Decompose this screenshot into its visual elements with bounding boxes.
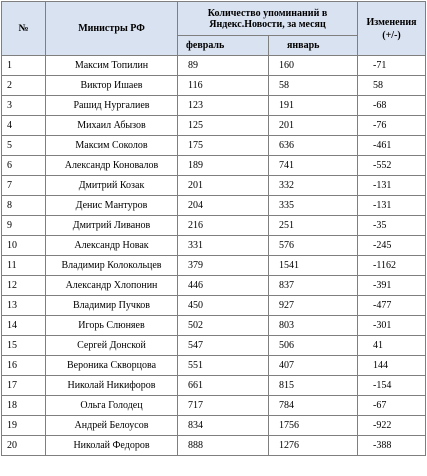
table-row — [2, 56, 426, 76]
table-row — [2, 156, 426, 176]
row-number: 8 — [2, 196, 46, 216]
minister-name: Владимир Пучков — [46, 296, 178, 316]
header-mentions: Количество упоминаний в Яндекс.Новости, за месяц — [178, 2, 358, 36]
change-value: -35 — [358, 216, 426, 236]
february-count: 123 — [178, 96, 269, 116]
change-value: -552 — [358, 156, 426, 176]
february-count: 201 — [178, 176, 269, 196]
row-number: 16 — [2, 356, 46, 376]
table-row — [2, 296, 426, 316]
table-row — [2, 256, 426, 276]
change-value: -922 — [358, 416, 426, 436]
table-row — [2, 336, 426, 356]
row-number: 11 — [2, 256, 46, 276]
january-count: 332 — [269, 176, 358, 196]
table-row — [2, 216, 426, 236]
february-count: 331 — [178, 236, 269, 256]
row-number: 17 — [2, 376, 46, 396]
change-value: -245 — [358, 236, 426, 256]
minister-name: Александр Новак — [46, 236, 178, 256]
january-count: 741 — [269, 156, 358, 176]
minister-name: Владимир Колокольцев — [46, 256, 178, 276]
header-january: январь — [269, 36, 358, 56]
february-count: 446 — [178, 276, 269, 296]
ministers-mentions-table — [1, 1, 426, 456]
minister-name: Вероника Скворцова — [46, 356, 178, 376]
february-count: 502 — [178, 316, 269, 336]
january-count: 191 — [269, 96, 358, 116]
row-number: 1 — [2, 56, 46, 76]
january-count: 1541 — [269, 256, 358, 276]
change-value: -461 — [358, 136, 426, 156]
change-value: -71 — [358, 56, 426, 76]
january-count: 58 — [269, 76, 358, 96]
january-count: 815 — [269, 376, 358, 396]
change-value: -67 — [358, 396, 426, 416]
row-number: 13 — [2, 296, 46, 316]
table-row — [2, 436, 426, 456]
change-value: 41 — [358, 336, 426, 356]
change-value: -391 — [358, 276, 426, 296]
change-value: -68 — [358, 96, 426, 116]
minister-name: Андрей Белоусов — [46, 416, 178, 436]
minister-name: Максим Топилин — [46, 56, 178, 76]
change-value: -76 — [358, 116, 426, 136]
minister-name: Сергей Донской — [46, 336, 178, 356]
january-count: 335 — [269, 196, 358, 216]
minister-name: Александр Хлопонин — [46, 276, 178, 296]
row-number: 2 — [2, 76, 46, 96]
minister-name: Михаил Абызов — [46, 116, 178, 136]
february-count: 189 — [178, 156, 269, 176]
february-count: 216 — [178, 216, 269, 236]
row-number: 4 — [2, 116, 46, 136]
january-count: 576 — [269, 236, 358, 256]
change-value: 58 — [358, 76, 426, 96]
table-row — [2, 96, 426, 116]
row-number: 10 — [2, 236, 46, 256]
january-count: 927 — [269, 296, 358, 316]
table-row — [2, 176, 426, 196]
table-row — [2, 376, 426, 396]
header-february: февраль — [178, 36, 269, 56]
february-count: 661 — [178, 376, 269, 396]
change-value: -131 — [358, 196, 426, 216]
row-number: 12 — [2, 276, 46, 296]
row-number: 14 — [2, 316, 46, 336]
change-value: -301 — [358, 316, 426, 336]
row-number: 3 — [2, 96, 46, 116]
minister-name: Игорь Слюняев — [46, 316, 178, 336]
january-count: 837 — [269, 276, 358, 296]
change-value: -1162 — [358, 256, 426, 276]
february-count: 888 — [178, 436, 269, 456]
january-count: 160 — [269, 56, 358, 76]
minister-name: Александр Коновалов — [46, 156, 178, 176]
table-row — [2, 356, 426, 376]
minister-name: Денис Мантуров — [46, 196, 178, 216]
table-row — [2, 276, 426, 296]
january-count: 1276 — [269, 436, 358, 456]
row-number: 6 — [2, 156, 46, 176]
minister-name: Максим Соколов — [46, 136, 178, 156]
minister-name: Николай Никифоров — [46, 376, 178, 396]
february-count: 175 — [178, 136, 269, 156]
january-count: 636 — [269, 136, 358, 156]
february-count: 551 — [178, 356, 269, 376]
january-count: 251 — [269, 216, 358, 236]
table-row — [2, 396, 426, 416]
header-ministers: Министры РФ — [46, 2, 178, 56]
minister-name: Дмитрий Козак — [46, 176, 178, 196]
table-row — [2, 236, 426, 256]
february-count: 450 — [178, 296, 269, 316]
minister-name: Николай Федоров — [46, 436, 178, 456]
row-number: 7 — [2, 176, 46, 196]
row-number: 9 — [2, 216, 46, 236]
february-count: 116 — [178, 76, 269, 96]
january-count: 803 — [269, 316, 358, 336]
minister-name: Рашид Нургалиев — [46, 96, 178, 116]
minister-name: Виктор Ишаев — [46, 76, 178, 96]
header-change: Изменения (+/-) — [358, 2, 426, 56]
row-number: 15 — [2, 336, 46, 356]
change-value: -154 — [358, 376, 426, 396]
january-count: 407 — [269, 356, 358, 376]
february-count: 379 — [178, 256, 269, 276]
january-count: 201 — [269, 116, 358, 136]
february-count: 834 — [178, 416, 269, 436]
february-count: 125 — [178, 116, 269, 136]
row-number: 18 — [2, 396, 46, 416]
table-row — [2, 136, 426, 156]
february-count: 547 — [178, 336, 269, 356]
january-count: 784 — [269, 396, 358, 416]
january-count: 1756 — [269, 416, 358, 436]
january-count: 506 — [269, 336, 358, 356]
change-value: -131 — [358, 176, 426, 196]
table-row — [2, 116, 426, 136]
february-count: 89 — [178, 56, 269, 76]
change-value: -477 — [358, 296, 426, 316]
minister-name: Дмитрий Ливанов — [46, 216, 178, 236]
header-number: № — [2, 2, 46, 56]
row-number: 5 — [2, 136, 46, 156]
change-value: -388 — [358, 436, 426, 456]
change-value: 144 — [358, 356, 426, 376]
row-number: 19 — [2, 416, 46, 436]
table-row — [2, 196, 426, 216]
table-row — [2, 416, 426, 436]
row-number: 20 — [2, 436, 46, 456]
february-count: 717 — [178, 396, 269, 416]
table-row — [2, 316, 426, 336]
table-row — [2, 76, 426, 96]
february-count: 204 — [178, 196, 269, 216]
minister-name: Ольга Голодец — [46, 396, 178, 416]
